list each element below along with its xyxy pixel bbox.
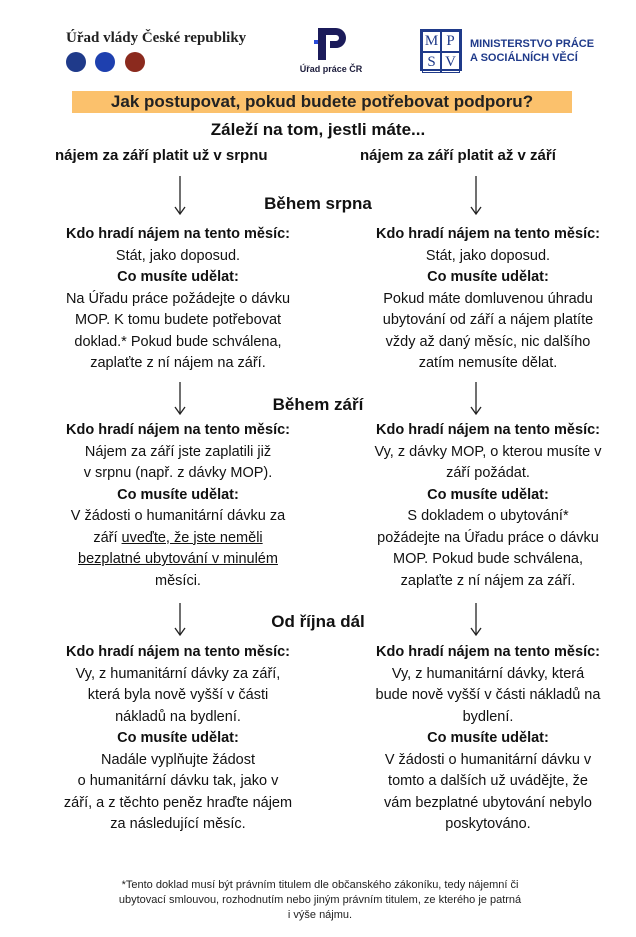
- who-pays-label: Kdo hradí nájem na tento měsíc:: [66, 422, 290, 438]
- footnote-line: *Tento doklad musí být právním titulem dle občanského zákoníku, tedy nájemní či: [121, 879, 519, 891]
- text-line: doklad.* Pokud bude schválena,: [74, 333, 282, 350]
- page-title: Jak postupovat, pokud budete potřebovat podporu?: [72, 91, 572, 113]
- text-line: vždy až daný měsíc, nic dalšího: [385, 333, 591, 350]
- section-title: Během srpna: [264, 194, 372, 213]
- text-fragment: září: [93, 529, 122, 546]
- section-title: Od října dál: [271, 612, 365, 631]
- text-line: září, a z těchto peněz hraďte nájem: [63, 794, 293, 811]
- page-subtitle: Záleží na tom, jestli máte...: [210, 120, 426, 139]
- text-line: Pokud máte domluvenou úhradu: [383, 290, 593, 307]
- government-emblem-icon: [125, 52, 145, 72]
- mpsv-logo-icon: [420, 29, 462, 71]
- who-pays-label: Kdo hradí nájem na tento měsíc:: [66, 644, 290, 660]
- section-1-right: [343, 224, 633, 375]
- text-line: zaplaťte z ní nájem za září.: [400, 572, 576, 589]
- text-line: nákladů na bydlení.: [115, 708, 241, 725]
- what-to-do-label: Co musíte udělat:: [117, 486, 239, 503]
- section-1-left: [33, 224, 323, 375]
- what-to-do-label: Co musíte udělat:: [427, 269, 549, 285]
- up-logo: [296, 26, 366, 74]
- text-line: září požádat.: [446, 465, 530, 481]
- who-pays-label: Kdo hradí nájem na tento měsíc:: [376, 644, 600, 660]
- emphasis-underlined: uveďte, že jste neměli: [121, 529, 263, 546]
- what-to-do-label: Co musíte udělat:: [427, 730, 549, 746]
- text-line: zatím nemusíte dělat.: [418, 355, 558, 371]
- text-line: [33, 528, 323, 550]
- footnote-line: i výše nájmu.: [287, 909, 353, 921]
- section-2-left: [33, 420, 323, 592]
- text-line: poskytováno.: [445, 816, 531, 832]
- who-pays-label: Kdo hradí nájem na tento měsíc:: [376, 422, 600, 438]
- who-pays-label: Kdo hradí nájem na tento měsíc:: [66, 226, 290, 242]
- text-line: Na Úřadu práce požádejte o dávku: [65, 290, 291, 307]
- text-line: MOP. K tomu budete potřebovat: [74, 312, 282, 328]
- mpsv-letter: V: [441, 52, 460, 73]
- text-line: zaplaťte z ní nájem na září.: [90, 355, 266, 371]
- text-line: bude nově vyšší v části nákladů na: [375, 687, 601, 703]
- uv-logos: [66, 52, 150, 72]
- who-pays-label: Kdo hradí nájem na tento měsíc:: [376, 226, 600, 242]
- text-line: V žádosti o humanitární dávku v: [384, 751, 592, 768]
- text-line: tomto a dalších už uvádějte, že: [388, 773, 588, 789]
- text-line: Vy, z humanitární dávky, která: [391, 665, 585, 682]
- mpsv-letter: S: [422, 52, 441, 73]
- mpsv-letter: M: [422, 31, 441, 52]
- text-line: Nájem za září jste zaplatili již: [84, 443, 272, 460]
- emphasis-underlined: bezplatné ubytování v minulém: [78, 551, 278, 567]
- text-line: Vy, z humanitární dávky za září,: [75, 665, 281, 682]
- section-3-left: [33, 642, 323, 836]
- text-line: Nadále vyplňujte žádost: [101, 751, 255, 768]
- what-to-do-label: Co musíte udělat:: [427, 486, 549, 503]
- text-line: v srpnu (např. z dávky MOP).: [83, 465, 273, 481]
- text-line: vám bezplatné ubytování nebylo: [384, 794, 592, 811]
- up-label: Úřad práce ČR: [299, 64, 363, 74]
- text-line: která byla nově vyšší v části: [87, 687, 269, 703]
- option-right: nájem za září platit až v září: [360, 147, 556, 164]
- section-2-right: [343, 420, 633, 592]
- text-line: měsíci.: [155, 572, 201, 589]
- text-line: Vy, z dávky MOP, o kterou musíte v: [374, 443, 602, 460]
- lion-emblem-icon: [66, 52, 86, 72]
- text-line: ubytování od září a nájem platíte: [382, 312, 594, 328]
- option-left: nájem za září platit už v srpnu: [55, 147, 268, 164]
- text-line: S dokladem o ubytování*: [407, 508, 569, 524]
- mpsv-line-1: MINISTERSTVO PRÁCE: [470, 38, 595, 50]
- section-3-right: [343, 642, 633, 836]
- eu-stars-icon: [95, 52, 115, 72]
- footnote: [50, 878, 590, 923]
- text-line: o humanitární dávku tak, jako v: [77, 773, 279, 789]
- mpsv-text: [470, 37, 594, 65]
- text-line: Stát, jako doposud.: [425, 247, 551, 264]
- text-line: MOP. Pokud bude schválena,: [393, 551, 583, 567]
- mpsv-line-2: A SOCIÁLNÍCH VĚCÍ: [470, 52, 578, 64]
- text-line: za následující měsíc.: [110, 816, 246, 832]
- text-line: V žádosti o humanitární dávku za: [70, 508, 286, 524]
- footnote-line: ubytovací smlouvou, rozhodnutím nebo jiným právním titulem, ze kterého je patrná: [118, 894, 522, 906]
- what-to-do-label: Co musíte udělat:: [117, 730, 239, 746]
- text-line: Stát, jako doposud.: [115, 247, 241, 264]
- text-line: požádejte na Úřadu práce o dávku: [377, 529, 599, 546]
- header: [0, 0, 636, 90]
- up-logo-icon: [314, 26, 348, 62]
- mpsv-letter: P: [441, 31, 460, 52]
- what-to-do-label: Co musíte udělat:: [117, 269, 239, 285]
- uv-title: Úřad vlády České republiky: [66, 30, 247, 46]
- section-title: Během září: [272, 395, 364, 414]
- text-line: bydlení.: [462, 708, 514, 725]
